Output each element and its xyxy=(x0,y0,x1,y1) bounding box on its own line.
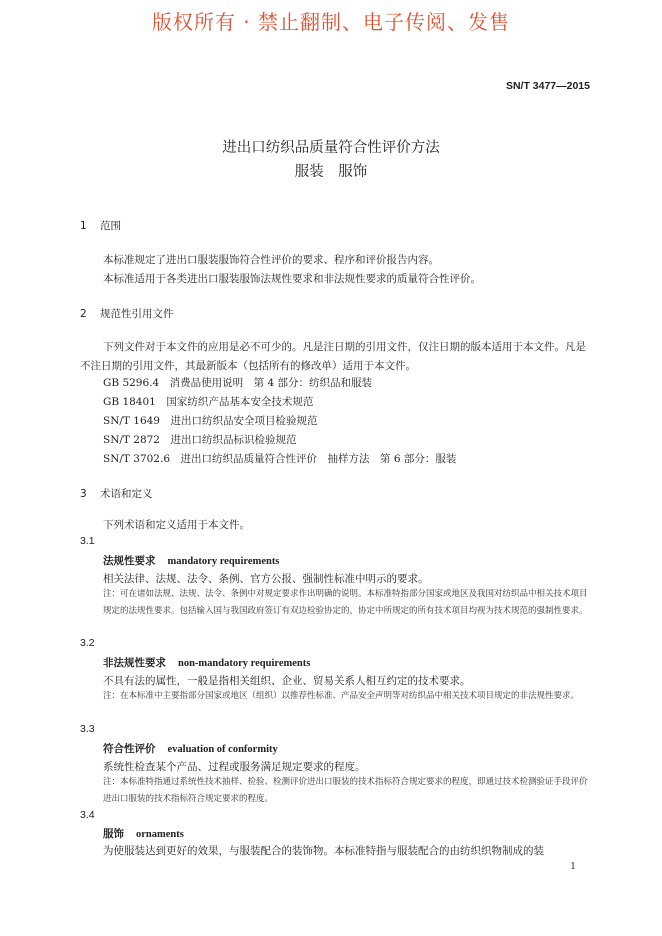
document-title xyxy=(0,136,662,184)
copyright-watermark: 版权所有 · 禁止翻制、电子传阅、发售 xyxy=(151,10,511,34)
term-number: 3.2 xyxy=(80,637,95,649)
section-number: 1 xyxy=(80,220,87,232)
title-line-1: 进出口纺织品质量符合性评价方法 xyxy=(222,140,440,156)
term-heading xyxy=(103,826,184,841)
term-zh: 非法规性要求 xyxy=(103,657,166,669)
term-heading xyxy=(103,553,279,568)
term-note: 注：可在诸如法规、法规、法令、条例中对规定要求作出明确的说明。本标准特指部分国家或地区及我国对纺织品中相关技术项目规定的法规性要求。包括输入国与我国政府签订有双边检验协定的，协定中所规定的所有技术项目均视为技术规范的强制性要求。 xyxy=(103,589,588,616)
term-note: 注：本标准特指通过系统性技术抽样、检验、检测评价进出口服装的技术指标符合规定要求的程度，即通过技术检测验证手段评价进出口服装的技术指标符合规定要求的程度。 xyxy=(103,777,588,804)
terms-intro: 下列术语和定义适用于本文件。 xyxy=(103,519,250,531)
section-heading-terms xyxy=(80,486,153,501)
scope-paragraph-2: 本标准适用于各类进出口服装服饰法规性要求和非法规性要求的质量符合性评价。 xyxy=(103,273,481,285)
section-number: 2 xyxy=(80,308,87,320)
term-heading xyxy=(103,741,278,756)
term-zh: 服饰 xyxy=(103,828,124,840)
term-note: 注：在本标准中主要指部分国家或地区（组织）以推荐性标准、产品安全声明等对纺织品中相关技术项目规定的非法规性要求。 xyxy=(103,691,580,701)
section-number: 3 xyxy=(80,488,87,500)
term-en: ornaments xyxy=(136,829,184,840)
section-heading-references xyxy=(80,306,174,321)
term-en: non-mandatory requirements xyxy=(178,658,311,669)
section-heading-scope xyxy=(80,218,121,233)
reference-item: SN/T 1649 进出口纺织品安全项目检验规范 xyxy=(103,415,318,427)
reference-item: SN/T 2872 进出口纺织品标识检验规范 xyxy=(103,434,297,446)
page-number: 1 xyxy=(570,862,576,872)
term-zh: 法规性要求 xyxy=(103,555,156,567)
term-number: 3.4 xyxy=(80,809,95,821)
reference-item: GB 5296.4 消费品使用说明 第 4 部分：纺织品和服装 xyxy=(103,377,373,389)
term-en: evaluation of conformity xyxy=(167,744,278,755)
term-definition: 系统性检查某个产品、过程或服务满足规定要求的程度。 xyxy=(103,761,366,773)
section-title: 术语和定义 xyxy=(100,488,153,500)
term-definition: 为使服装达到更好的效果，与服装配合的装饰物。本标准特指与服装配合的由纺织织物制成的装 xyxy=(103,845,544,857)
term-number: 3.1 xyxy=(80,535,95,547)
references-intro: 下列文件对于本文件的应用是必不可少的。凡是注日期的引用文件，仅注日期的版本适用于本文件。凡是不注日期的引用文件，其最新版本（包括所有的修改单）适用于本文件。 xyxy=(80,341,586,372)
title-line-2: 服装 服饰 xyxy=(294,164,368,180)
term-number: 3.3 xyxy=(80,723,95,735)
standard-number: SN/T 3477—2015 xyxy=(505,80,590,92)
term-en: mandatory requirements xyxy=(167,556,280,567)
term-definition: 不具有法的属性，一般是指相关组织、企业、贸易关系人相互约定的技术要求。 xyxy=(103,675,471,687)
section-title: 范围 xyxy=(100,220,121,232)
reference-item: GB 18401 国家纺织产品基本安全技术规范 xyxy=(103,396,314,408)
scope-paragraph-1: 本标准规定了进出口服装服饰符合性评价的要求、程序和评价报告内容。 xyxy=(103,254,439,266)
term-zh: 符合性评价 xyxy=(103,743,156,755)
term-definition: 相关法律、法规、法令、条例、官方公报、强制性标准中明示的要求。 xyxy=(103,573,429,585)
reference-item: SN/T 3702.6 进出口纺织品质量符合性评价 抽样方法 第 6 部分：服装 xyxy=(103,453,457,465)
term-heading xyxy=(103,655,310,670)
section-title: 规范性引用文件 xyxy=(100,308,174,320)
